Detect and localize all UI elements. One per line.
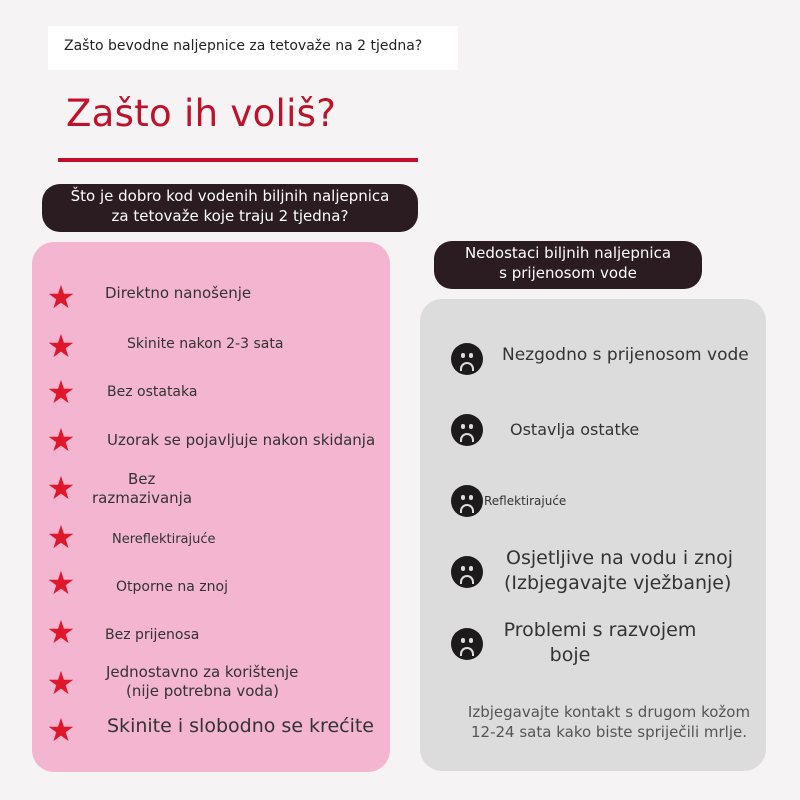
pros-header-line1: Što je dobro kod vodenih biljnih naljepnica [70, 187, 390, 205]
star-icon: ★ [46, 518, 76, 556]
pro-item [112, 530, 216, 549]
pro-item-line1: Direktno nanošenje [105, 284, 252, 302]
sad-face-icon [451, 414, 483, 446]
sad-face-icon [451, 628, 483, 660]
pro-item-line1: Uzorak se pojavljuje nakon skidanja [107, 431, 376, 449]
pro-item [107, 714, 374, 738]
con-item-line2: (Izbjegavajte vježbanje) [504, 572, 732, 594]
sad-face-icon [451, 485, 483, 517]
pro-item-line2: razmazivanja [92, 489, 193, 507]
pro-item-line1: Nereflektirajuće [112, 532, 216, 547]
cons-header-line2: s prijenosom vode [499, 264, 637, 282]
star-icon: ★ [46, 711, 76, 749]
con-item [502, 344, 749, 367]
pro-item [107, 383, 197, 402]
footnote [448, 702, 770, 742]
footnote-line2: 12-24 sata kako biste spriječili mrlje. [471, 723, 747, 741]
con-item [500, 618, 700, 668]
pros-header-line2: za tetovaže koje traju 2 tjedna? [111, 207, 349, 225]
pro-item-line1: Bez [128, 470, 156, 488]
footnote-line1: Izbjegavajte kontakt s drugom kožom [467, 703, 751, 721]
star-icon: ★ [46, 469, 76, 507]
star-icon: ★ [46, 664, 76, 702]
cons-header-line1: Nedostaci biljnih naljepnica [464, 244, 672, 262]
con-item-line1: Ostavlja ostatke [510, 420, 640, 439]
pro-item-line1: Jednostavno za korištenje [106, 663, 299, 681]
headline: Zašto ih voliš? [66, 92, 337, 135]
pro-item [105, 284, 251, 303]
con-item-line1: Problemi s razvojem [503, 619, 697, 641]
star-icon: ★ [46, 278, 76, 316]
headline-underline [58, 158, 418, 162]
pro-item [107, 431, 375, 450]
con-item [504, 546, 733, 596]
pro-item [116, 578, 228, 597]
star-icon: ★ [46, 564, 76, 602]
top-question-text: Zašto bevodne naljepnice za tetovaže na 2 tjedna? [64, 38, 423, 54]
con-item-line1: Nezgodno s prijenosom vode [502, 345, 749, 365]
con-item-line2: boje [549, 644, 591, 666]
con-item-line1: Osjetljive na vodu i znoj [506, 547, 734, 569]
pro-item-line2: (nije potrebna voda) [126, 682, 279, 700]
pro-item-line1: Otporne na znoj [116, 579, 228, 595]
pro-item-line1: Bez prijenosa [105, 627, 200, 643]
pro-item-line1: Skinite nakon 2-3 sata [127, 336, 284, 352]
pro-item [92, 470, 192, 508]
cons-header [434, 241, 702, 289]
star-icon: ★ [46, 421, 76, 459]
star-icon: ★ [46, 327, 76, 365]
pros-header [42, 184, 418, 232]
star-icon: ★ [46, 613, 76, 651]
con-item [484, 490, 566, 513]
pro-item-line1: Skinite i slobodno se krećite [107, 715, 374, 737]
pro-item [105, 626, 199, 645]
con-item-line1: Reflektirajuće [484, 494, 567, 508]
pro-item [127, 335, 283, 354]
pro-item-line1: Bez ostataka [107, 384, 198, 400]
star-icon: ★ [46, 373, 76, 411]
sad-face-icon [451, 556, 483, 588]
con-item [510, 418, 639, 441]
sad-face-icon [451, 343, 483, 375]
pro-item [106, 663, 298, 701]
top-question [48, 26, 458, 70]
